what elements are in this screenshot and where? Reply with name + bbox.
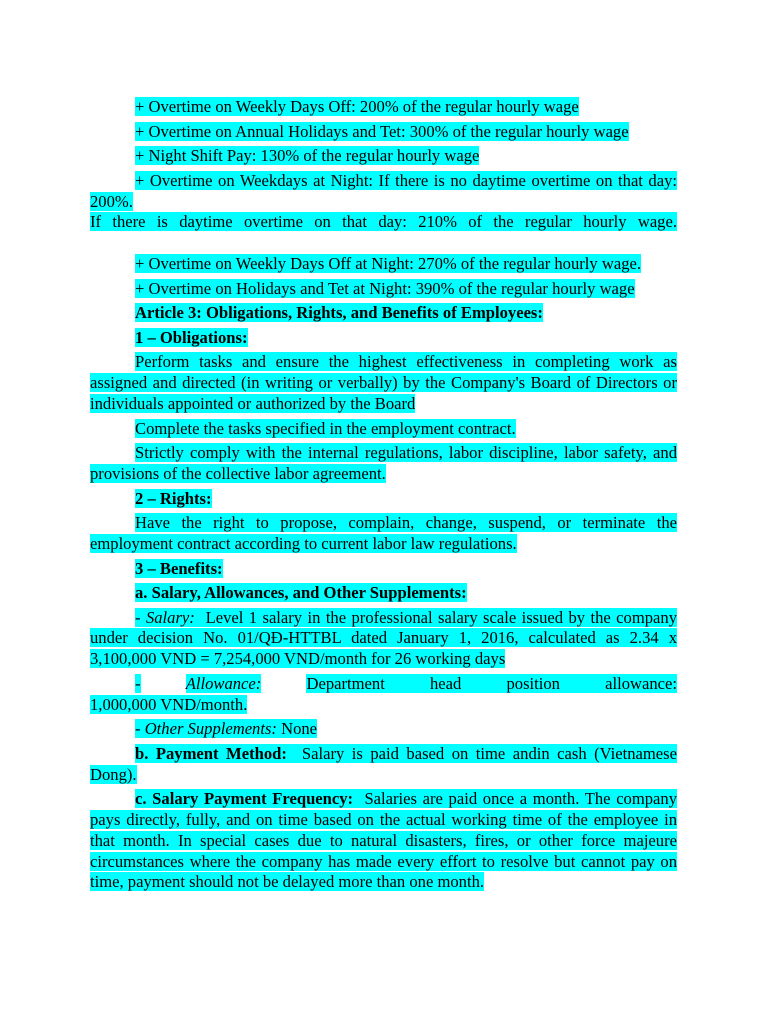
payment-method — [90, 744, 677, 786]
rights-1 — [90, 513, 677, 555]
payment-method-gap — [287, 744, 302, 763]
salary-item — [90, 608, 677, 670]
document-body — [90, 97, 677, 897]
other-dash: - — [135, 719, 145, 739]
overtime-weekly-days-off — [90, 97, 677, 118]
payment-frequency — [90, 789, 677, 893]
overtime-weekly-days-off-night-text: + Overtime on Weekly Days Off at Night: 270% of the regular hourly wage. — [135, 253, 642, 273]
rights-heading-text: 2 – Rights: — [135, 488, 212, 508]
obligation-3-text: Strictly comply with the internal regulations, labor discipline, labor safety, and provisions of the collective labor agreement. — [90, 443, 677, 483]
obligation-2-text: Complete the tasks specified in the employment contract. — [135, 418, 516, 438]
salary-text: Level 1 salary in the professional salary scale issued by the company under decision No. 01/QĐ-HTTBL dated January 1, 2016, calculated as 2.34 x 3,100,000 VND = 7,254,000 VND/month for 26 working days — [90, 607, 677, 669]
overtime-weekly-days-off-night — [90, 254, 677, 275]
benefits-heading — [90, 559, 677, 580]
salary-gap — [195, 608, 206, 627]
overtime-weekdays-night-text-b: 200%. — [90, 191, 133, 211]
obligations-heading — [90, 328, 677, 349]
overtime-holidays-night-text: + Overtime on Holidays and Tet at Night: 390% of the regular hourly wage — [135, 278, 635, 298]
allowance-dash: - — [135, 673, 141, 693]
other-supplements-value: None — [281, 719, 318, 739]
benefits-heading-text: 3 – Benefits: — [135, 558, 223, 578]
payment-method-label: b. Payment Method: — [135, 743, 287, 763]
overtime-weekdays-night-text-c: If there is daytime overtime on that day: 210% of the regular hourly wage. — [90, 212, 677, 232]
payment-frequency-text: Salaries are paid once a month. The company pays directly, fully, and on time based on the actual working time of the employee in that month. In special cases due to natural disasters, fires, or other force majeure circumstances where the company has made every effort to resolve but cannot pay on time, payment should not be delayed more than one month. — [90, 789, 678, 892]
night-shift-pay-text: + Night Shift Pay: 130% of the regular hourly wage — [135, 146, 480, 166]
article-3-heading-text: Article 3: Obligations, Rights, and Benefits of Employees: — [135, 303, 543, 323]
blank-line — [90, 237, 677, 254]
overtime-annual-holidays-text: + Overtime on Annual Holidays and Tet: 300% of the regular hourly wage — [135, 121, 629, 141]
salary-dash: - — [135, 607, 146, 627]
overtime-weekdays-night-daytime — [90, 212, 677, 233]
rights-heading — [90, 489, 677, 510]
overtime-weekdays-night-text-a: + Overtime on Weekdays at Night: If there is no daytime overtime on that day: — [135, 170, 677, 190]
allowance-text-a: Department head position allowance: — [306, 673, 677, 693]
allowance-item — [90, 674, 677, 695]
payment-frequency-label: c. Salary Payment Frequency: — [135, 789, 354, 809]
allowance-label: Allowance: — [185, 673, 262, 693]
obligation-3 — [90, 443, 677, 485]
article-3-heading — [90, 303, 677, 324]
overtime-weekdays-night — [90, 171, 677, 213]
overtime-annual-holidays — [90, 122, 677, 143]
overtime-holidays-night — [90, 279, 677, 300]
obligation-2 — [90, 419, 677, 440]
obligation-1 — [90, 352, 677, 414]
allowance-item-continued — [90, 695, 677, 716]
obligation-1-text: Perform tasks and ensure the highest effectiveness in completing work as assigned and directed (in writing or verbally) by the Company's Board of Directors or individuals appointed or authorized by the Board — [90, 352, 677, 413]
payment-frequency-gap — [353, 789, 364, 808]
rights-1-text: Have the right to propose, complain, change, suspend, or terminate the employment contract according to current labor law regulations. — [90, 513, 677, 553]
payment-method-text: Salary is paid based on time andin cash (Vietnamese Dong). — [90, 743, 677, 784]
overtime-weekly-days-off-text: + Overtime on Weekly Days Off: 200% of the regular hourly wage — [135, 97, 579, 116]
other-supplements-item — [90, 719, 677, 740]
benefits-a-heading-text: a. Salary, Allowances, and Other Supplements: — [135, 583, 467, 603]
obligations-heading-text: 1 – Obligations: — [135, 327, 248, 347]
allowance-text-b: 1,000,000 VND/month. — [90, 694, 248, 714]
night-shift-pay — [90, 146, 677, 167]
salary-label: Salary: — [145, 607, 195, 627]
benefits-a-heading — [90, 583, 677, 604]
other-supplements-label: Other Supplements: — [144, 719, 277, 739]
